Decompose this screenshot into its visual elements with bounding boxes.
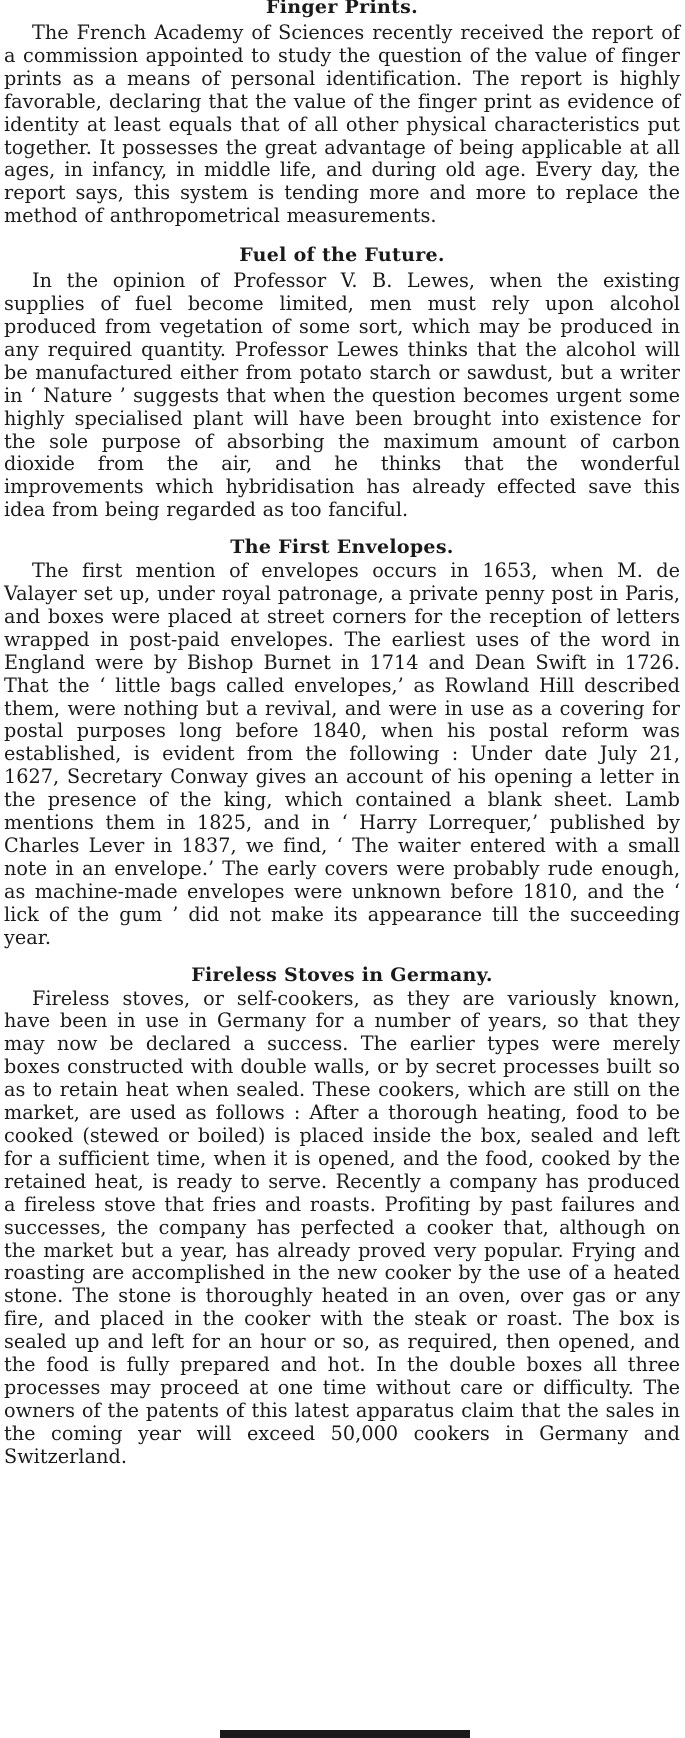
article-body: The first mention of envelopes occurs in 1653, when M. de Valayer set up, under royal patronage, a private penny post in Paris, and boxes were placed at street corners for the reception of letters wrapped in post-paid envelopes. The earliest uses of the word in England were by Bishop Burnet in 1714 and Dean Swift in 1726. That the ‘ little bags called envelopes,’ as Rowland Hill described them, were nothing but a revival, and were in use as a covering for postal purposes long before 1840, when his postal reform was established, is evident from the following : Under date July 21, 1627, Secretary Conway gives an account of his opening a letter in the presence of the king, which contained a blank sheet. Lamb mentions them in 1825, and in ‘ Harry Lorrequer,’ published by Charles Lever in 1837, we find, ‘ The waiter entered with a small note in an envelope.’ The early covers were probably rude enough, as machine-made envelopes were unknown before 1810, and the ‘ lick of the gum ’ did not make its appearance till the succeeding year. — [4, 559, 680, 949]
article-fireless-stoves — [4, 964, 680, 1469]
article-heading: Fireless Stoves in Germany. — [191, 963, 493, 986]
article-finger-prints — [4, 0, 680, 228]
article-body: The French Academy of Sciences recently received the report of a commission appointed to study the question of the value of finger prints as a means of personal identification. The report is highly favorable, declaring that the value of the finger print as evidence of identity at least equals that of all other physical characteristics put together. It possesses the great advantage of being applicable at all ages, in infancy, in middle life, and during old age. Every day, the report says, this system is tending more and more to replace the method of anthropometrical measurements. — [4, 21, 680, 228]
article-first-envelopes — [4, 536, 680, 949]
article-body: In the opinion of Professor V. B. Lewes, when the existing supplies of fuel become limited, men must rely upon alcohol produced from vegetation of some sort, which may be produced in any required quantity. Professor Lewes thinks that the alcohol will be manufactured either from potato starch or sawdust, but a writer in ‘ Nature ’ suggests that when the question becomes urgent some highly specialised plant will have been brought into existence for the sole purpose of absorbing the maximum amount of carbon dioxide from the air, and he thinks that the wonderful improvements which hybridisation has already effected save this idea from being regarded as too fanciful. — [4, 269, 680, 522]
newspaper-column — [4, 0, 680, 1469]
column-end-rule — [220, 1730, 470, 1738]
article-heading: Fuel of the Future. — [239, 244, 445, 267]
article-heading: Finger Prints. — [265, 0, 419, 18]
article-fuel-of-the-future — [4, 244, 680, 522]
article-heading: The First Envelopes. — [230, 536, 454, 559]
article-body: Fireless stoves, or self-cookers, as they are variously known, have been in use in Germany for a number of years, so that they may now be declared a success. The earlier types were merely boxes constructed with double walls, or by secret processes built so as to retain heat when sealed. These cookers, which are still on the market, are used as follows : After a thorough heating, food to be cooked (stewed or boiled) is placed inside the box, sealed and left for a sufficient time, when it is opened, and the food, cooked by the retained heat, is ready to serve. Recently a company has produced a fireless stove that fries and roasts. Profiting by past failures and successes, the company has perfected a cooker that, although on the market but a year, has already proved very popular. Frying and roasting are accomplished in the new cooker by the use of a heated stone. The stone is thoroughly heated in an oven, over gas or any fire, and placed in the cooker with the steak or roast. The box is sealed up and left for an hour or so, as required, then opened, and the food is fully prepared and hot. In the double boxes all three processes may proceed at one time without care or difficulty. The owners of the patents of this latest apparatus claim that the sales in the coming year will exceed 50,000 cookers in Germany and Switzerland. — [4, 986, 680, 1468]
